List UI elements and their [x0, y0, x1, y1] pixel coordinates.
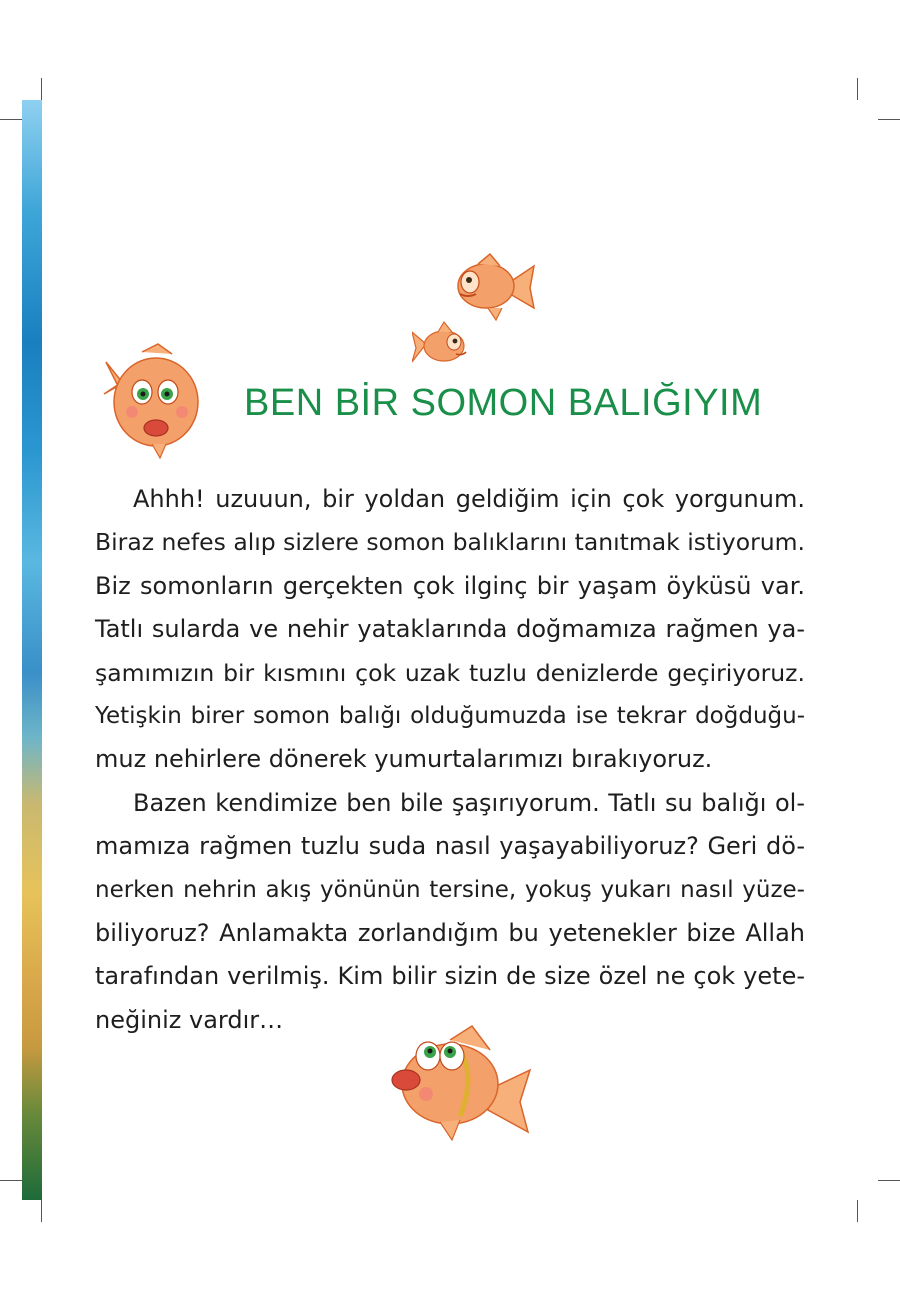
fish-icon — [412, 320, 472, 372]
fish-icon — [102, 342, 208, 460]
text-line: muz nehirlere dönerek yumurtalarımızı bırakıyoruz. — [95, 745, 713, 774]
text-line: Yetişkin birer somon balığı olduğumuzda ise tekrar doğduğu- — [95, 703, 805, 730]
text-line: Ahhh! uzuuun, bir yoldan geldiğim için çok yorgunum. — [133, 485, 805, 513]
crop-mark — [0, 1180, 22, 1181]
crop-mark — [41, 1200, 42, 1222]
text-line: biliyoruz? Anlamakta zorlandığım bu yetenekler bize Allah — [95, 919, 805, 948]
underwater-strip — [22, 100, 42, 1200]
crop-mark — [857, 78, 858, 100]
crop-mark — [878, 1180, 900, 1181]
paragraph — [95, 478, 805, 782]
crop-mark — [878, 119, 900, 120]
crop-mark — [0, 119, 22, 120]
page-title: BEN BİR SOMON BALIĞIYIM — [244, 382, 763, 424]
text-line: nerken nehrin akış yönünün tersine, yokuş yukarı nasıl yüze- — [95, 876, 805, 903]
paragraph — [95, 782, 805, 1042]
fish-icon — [450, 252, 536, 324]
crop-mark — [41, 78, 42, 100]
text-line: Tatlı sularda ve nehir yataklarında doğmamıza rağmen ya- — [95, 615, 805, 644]
text-line: mamıza rağmen tuzlu suda nasıl yaşayabiliyoruz? Geri dö- — [95, 832, 805, 861]
text-line: şamımızın bir kısmını çok uzak tuzlu denizlerde geçiriyoruz. — [95, 658, 805, 687]
story-text — [95, 478, 805, 1042]
text-line: tarafından verilmiş. Kim bilir sizin de size özel ne çok yete- — [95, 962, 805, 991]
text-line: Bazen kendimize ben bile şaşırıyorum. Tatlı su balığı ol- — [133, 788, 805, 817]
crop-mark — [857, 1200, 858, 1222]
text-line: Biz somonların gerçekten çok ilginç bir yaşam öyküsü var. — [95, 571, 805, 600]
text-line: neğiniz vardır… — [95, 1005, 284, 1034]
text-line: Biraz nefes alıp sizlere somon balıklarını tanıtmak istiyorum. — [95, 528, 805, 557]
